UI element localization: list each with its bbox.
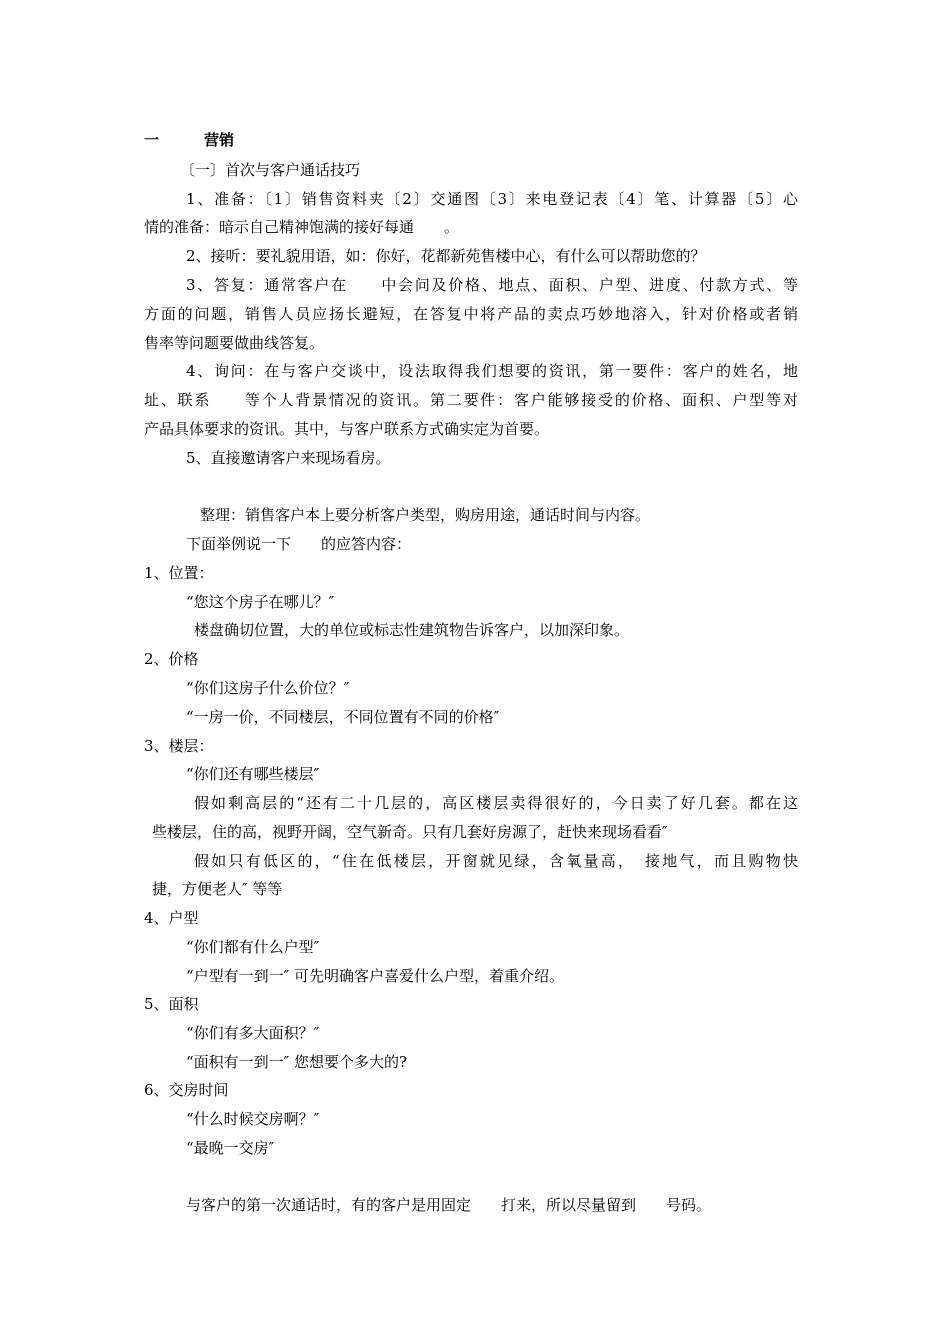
section-number: 一 [144, 131, 160, 149]
item-question: “什么时候交房啊？″ [186, 1110, 320, 1128]
item-answer: “最晚一交房″ [186, 1139, 275, 1157]
item-answer: “面积有一到一″ 您想要个多大的? [186, 1053, 408, 1071]
item-heading: 6、交房时间 [144, 1081, 229, 1099]
item-question: “你们还有哪些楼层″ [186, 765, 320, 783]
item-heading: 5、面积 [144, 995, 199, 1013]
p3-line-2: 方面的问题，销售人员应扬长避短，在答复中将产品的卖点巧妙地溶入，针对价格或者销 [144, 305, 798, 323]
subsection-title: 〔一〕首次与客户通话技巧 [180, 161, 361, 179]
p2-line: 2、接听：要礼貌用语，如：你好，花都新苑售楼中心，有什么可以帮助您的？ [186, 247, 706, 265]
p3-line-3: 售率等问题要做曲线答复。 [144, 334, 325, 352]
p4-line-2: 址、联系 等个人背景情况的资讯。第二要件：客户能够接受的价格、面积、户型等对 [144, 391, 798, 409]
item-answer-line: 捷，方便老人″ 等等 [152, 880, 283, 898]
item-answer-line: 假如只有低区的，“住在低楼层，开窗就见绿，含氧量高， 接地气，而且购物快 [194, 852, 798, 870]
p4-line-3: 产品具体要求的资讯。其中，与客户联系方式确实定为首要。 [144, 420, 550, 438]
intro-line: 下面举例说一下 的应答内容： [186, 535, 412, 553]
item-question: “您这个房子在哪儿？″ [186, 593, 335, 611]
section-title: 营销 [204, 131, 235, 149]
p1-line-1: 1、准备：〔1〕销售资料夹〔2〕交通图〔3〕来电登记表〔4〕笔、计算器〔5〕心 [186, 190, 798, 208]
p1-line-2: 情的准备：暗示自己精神饱满的接好每通 。 [144, 218, 460, 236]
item-question: “你们有多大面积？″ [186, 1024, 320, 1042]
item-answer: 楼盘确切位置，大的单位或标志性建筑物告诉客户，以加深印象。 [194, 621, 630, 639]
item-heading: 4、户型 [144, 909, 199, 927]
item-answer: “户型有一到一″ 可先明确客户喜爱什么户型，着重介绍。 [186, 967, 565, 985]
item-heading: 2、价格 [144, 650, 199, 668]
summary-line: 整理：销售客户本上要分析客户类型，购房用途，通话时间与内容。 [200, 506, 651, 524]
item-answer-line: 些楼层，住的高，视野开阔，空气新奇。只有几套好房源了，赶快来现场看看″ [152, 823, 668, 841]
item-answer: “一房一价，不同楼层，不同位置有不同的价格″ [186, 708, 500, 726]
p3-line-1: 3、答复：通常客户在 中会问及价格、地点、面积、户型、进度、付款方式、等 [186, 276, 798, 294]
item-question: “你们都有什么户型″ [186, 938, 320, 956]
item-answer-line: 假如剩高层的“还有二十几层的，高区楼层卖得很好的，今日卖了好几套。都在这 [194, 794, 798, 812]
item-heading: 1、位置： [144, 564, 214, 582]
p5-line: 5、直接邀请客户来现场看房。 [186, 449, 391, 467]
item-heading: 3、楼层： [144, 737, 214, 755]
closing-line: 与客户的第一次通话时，有的客户是用固定 打来，所以尽量留到 号码。 [186, 1196, 712, 1214]
item-question: “你们这房子什么价位？″ [186, 679, 350, 697]
p4-line-1: 4、询问：在与客户交谈中，设法取得我们想要的资讯，第一要件：客户的姓名，地 [186, 362, 798, 380]
